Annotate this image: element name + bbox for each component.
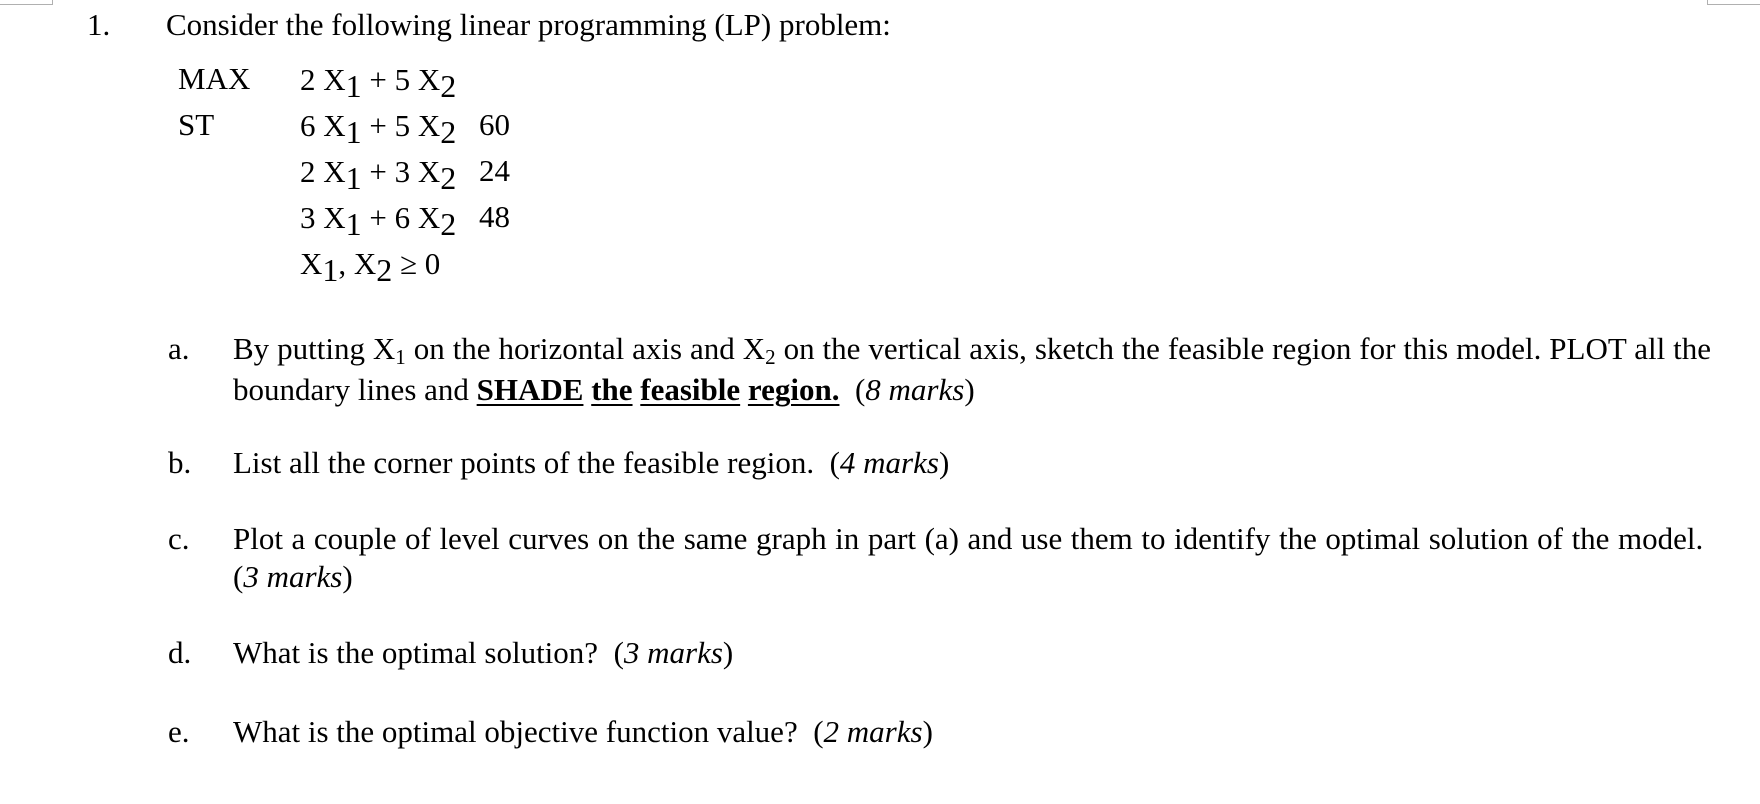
nonnegativity-expression: X1, X2 ≥ 0 xyxy=(300,246,441,288)
part-letter: c. xyxy=(168,521,190,556)
st-keyword: ST xyxy=(178,107,215,142)
part-letter: a. xyxy=(168,331,190,366)
part-text: What is the optimal solution? (3 marks) xyxy=(233,635,734,670)
part-letter: e. xyxy=(168,714,190,749)
part-text: List all the corner points of the feasible region. (4 marks) xyxy=(233,445,950,480)
page-corner-mark-right xyxy=(1707,0,1760,5)
question-number: 1. xyxy=(87,7,111,42)
constraint-rhs: 24 xyxy=(479,153,510,188)
part-text: Plot a couple of level curves on the same graph in part (a) and use them to identify the optimal solution of the model. (3 marks) xyxy=(233,521,1711,594)
constraint-expression: 3 X1 + 6 X2 xyxy=(300,200,457,242)
objective-keyword: MAX xyxy=(178,61,251,96)
constraint-expression: 6 X1 + 5 X2 xyxy=(300,108,457,150)
part-text: By putting X1 on the horizontal axis and X2 on the vertical axis, sketch the feasible region for this model. PLOT all the boundary lines and SHADE the feasible region. (8 marks) xyxy=(233,331,1711,407)
constraint-expression: 2 X1 + 3 X2 xyxy=(300,154,457,196)
objective-expression: 2 X1 + 5 X2 xyxy=(300,62,457,104)
marks-value: 3 xyxy=(243,559,259,594)
part-letter: d. xyxy=(168,635,192,670)
constraint-rhs: 48 xyxy=(479,199,510,234)
marks-value: 3 xyxy=(623,635,640,670)
emphasis-feasible: feasible xyxy=(640,372,741,407)
part-text: What is the optimal objective function value? (2 marks) xyxy=(233,714,933,749)
marks-value: 4 xyxy=(839,445,856,480)
marks-value: 2 xyxy=(823,714,840,749)
emphasis-the: the xyxy=(591,372,633,407)
emphasis-shade: SHADE xyxy=(476,372,584,407)
constraint-rhs: 60 xyxy=(479,107,510,142)
question-intro: Consider the following linear programming (LP) problem: xyxy=(166,7,891,42)
marks-value: 8 xyxy=(865,372,881,407)
emphasis-region: region. xyxy=(747,372,840,407)
page-corner-mark-left xyxy=(0,0,53,5)
part-letter: b. xyxy=(168,445,192,480)
